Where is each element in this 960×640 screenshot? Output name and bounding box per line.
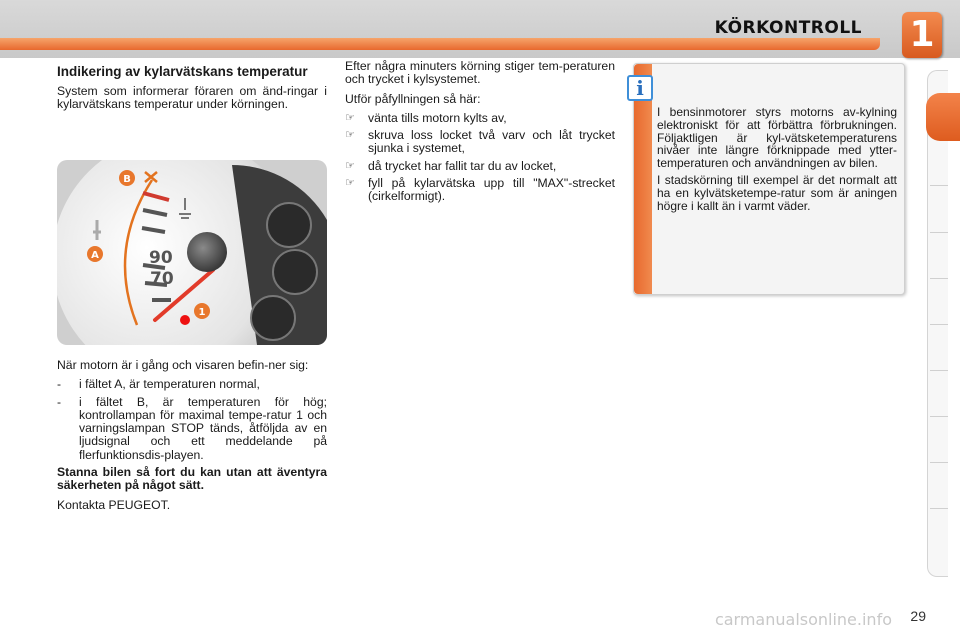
- info-paragraph: I stadskörning till exempel är det normalt att ha en kylvätsketempe-ratur som är aningen högre i kallt än i varmt väder.: [657, 172, 897, 213]
- section-intro: [57, 60, 327, 118]
- list-item: - i fältet B, är temperaturen för hög; kontrollampan för maximal tempe-ratur 1 och varningslampan STOP tänds, åtföljda av en ljudsignal och ett meddelande på flerfunktionsdis-playen.: [57, 394, 327, 462]
- header-band: [0, 0, 960, 58]
- list-item: ☞ vänta tills motorn kylts av,: [345, 110, 507, 125]
- pointing-hand-icon: ☞: [345, 111, 355, 124]
- chapter-number: 1: [902, 12, 942, 58]
- page-number: 29: [910, 608, 926, 624]
- tab-divider: [930, 324, 948, 325]
- section-heading: Indikering av kylarvätskans temperatur: [57, 64, 308, 79]
- temperature-gauge-illustration: [57, 160, 327, 345]
- list-item: ☞ skruva loss locket två varv och låt trycket sjunka i systemet,: [345, 128, 615, 156]
- refill-section: [345, 60, 615, 208]
- pointing-hand-icon: ☞: [345, 177, 355, 190]
- gauge-mark-70: 70: [150, 269, 174, 289]
- tab-divider: [930, 416, 948, 417]
- gauge-label-a: A: [91, 250, 99, 261]
- warning-paragraph: Stanna bilen så fort du kan utan att äventyra säkerheten på något sätt.: [57, 465, 327, 493]
- tab-divider: [930, 278, 948, 279]
- intro-paragraph: System som informerar föraren om änd-ringar i kylarvätskans temperatur under körningen.: [57, 84, 327, 112]
- tab-divider: [930, 232, 948, 233]
- tab-divider: [930, 370, 948, 371]
- header-accent-stripe: [0, 38, 880, 50]
- gauge-label-b: B: [123, 174, 131, 185]
- list-item: ☞ fyll på kylarvätska upp till "MAX"-strecket (cirkelformigt).: [345, 176, 615, 204]
- chapter-tab-active[interactable]: [926, 93, 960, 141]
- gauge-mark-90: 90: [149, 248, 173, 268]
- pointing-hand-icon: ☞: [345, 129, 355, 142]
- gauge-label-1: 1: [198, 307, 206, 318]
- list-item: - i fältet A, är temperaturen normal,: [57, 377, 260, 392]
- watermark: carmanualsonline.info: [714, 610, 892, 629]
- tab-divider: [930, 185, 948, 186]
- running-lead: När motorn är i gång och visaren befin-ner sig:: [57, 358, 309, 372]
- contact-paragraph: Kontakta PEUGEOT.: [57, 497, 171, 512]
- info-paragraph: I bensinmotorer styrs motorns av-kylning elektroniskt för att förbättra förbrukningen. Följaktligen är kyl-vätsketemperaturens nivåer inte längre förknippade med ytter-temperaturen och användningen av bilen.: [657, 105, 897, 171]
- refill-lead: Utför påfyllningen så här:: [345, 91, 481, 106]
- running-state-section: [57, 359, 327, 518]
- tab-divider: [930, 462, 948, 463]
- info-icon: i: [627, 75, 653, 101]
- list-item: ☞ då trycket har fallit tar du av locket,: [345, 158, 557, 173]
- refill-intro: Efter några minuters körning stiger tem-peraturen och trycket i kylsystemet.: [345, 59, 615, 87]
- info-text: [657, 106, 897, 216]
- chapter-title: KÖRKONTROLL: [714, 18, 862, 38]
- pointing-hand-icon: ☞: [345, 159, 355, 172]
- tab-divider: [930, 508, 948, 509]
